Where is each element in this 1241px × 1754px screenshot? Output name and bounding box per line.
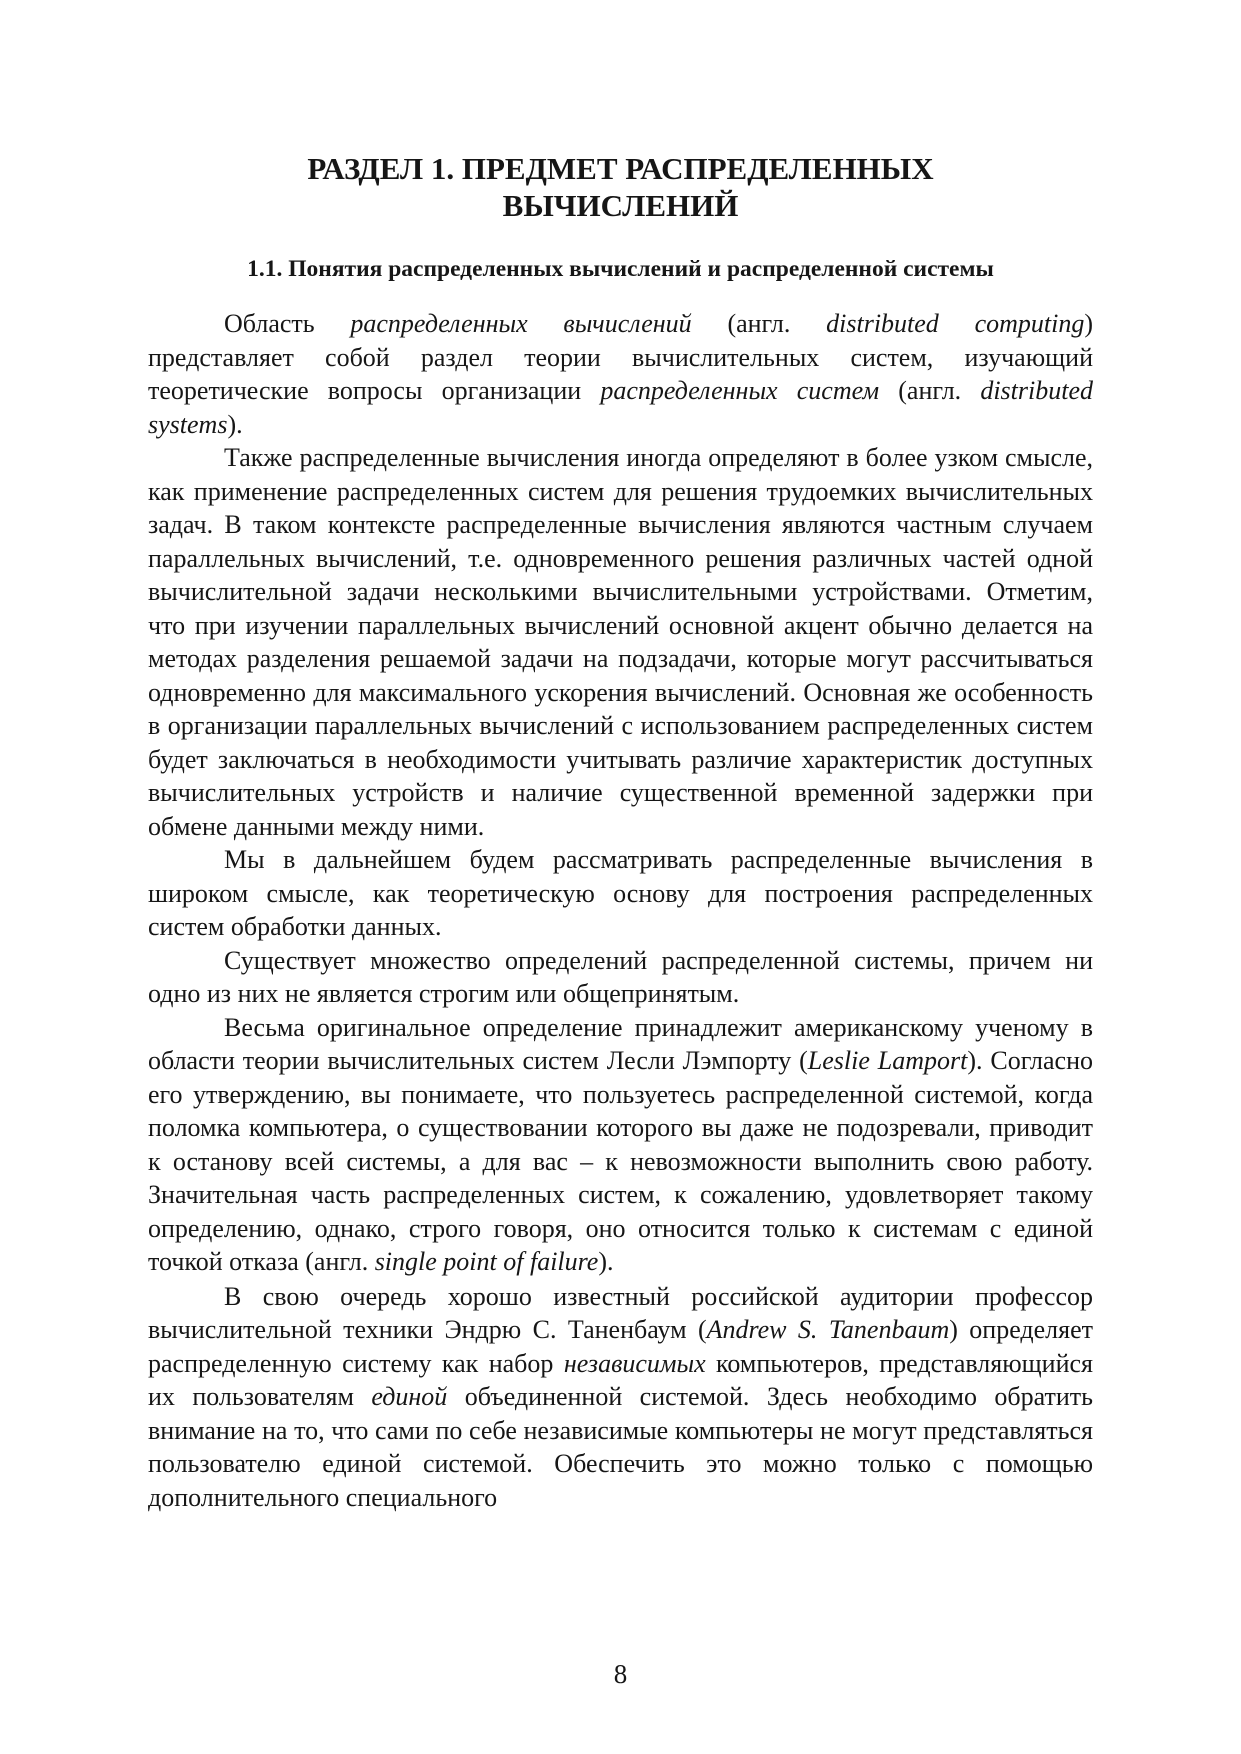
paragraph-1-term-distributed-computing-ru: распределенных вычислений [350,309,692,338]
paragraph-5-name-leslie-lamport: Leslie Lamport [807,1046,968,1075]
paragraph-1-term-distributed-computing-en: distributed computing [826,309,1085,338]
paragraph-1-text-3: ) представляет собой раздел теории вычислительных систем, изучающий теоретические вопросы организации [148,309,1094,405]
chapter-title [148,150,1093,224]
paragraph-6-term-single: единой [371,1382,448,1411]
paragraph-6-term-independent: независимых [563,1348,706,1378]
paragraph-2: Также распределенные вычисления иногда определяют в более узком смысле, как применение распределенных систем для решения трудоемких вычислительных задач. В таком контексте распределенные вычисления являются частным случаем параллельных вычислений, т.е. одновременного решения различных частей одной вычислительной задачи несколькими вычислительными устройствами. Отметим, что при изучении параллельных вычислений основной акцент обычно делается на методах разделения решаемой задачи на подзадачи, которые могут рассчитываться одновременно для максимального ускорения вычислений. Основная же особенность в организации параллельных вычислений с использованием распределенных систем будет заключаться в необходимости учитывать различие характеристик доступных вычислительных устройств и наличие существенной временной задержки при обмене данными между ними. [148,443,1093,841]
paragraph-6-text-3: компьютеров, представляющийся их пользователям [148,1348,1094,1411]
paragraph-1-text-2: (англ. [691,309,827,338]
paragraph-5-text-2: ). Согласно его утверждению, вы понимаете, что пользуетесь распределенной системой, когда поломка компьютера, о существовании которого вы даже не подозревали, приводит к останову всей системы, а для вас – к невозможности выполнить свою работу. Значительная часть распределенных систем, к сожалению, удовлетворяет такому определению, однако, строго говоря, оно относится только к системам с единой точкой отказа (англ. [148,1046,1093,1276]
paragraph-1-text-1: Область [224,309,351,338]
paragraph-6-name-andrew-tanenbaum: Andrew S. Tanenbaum [706,1315,950,1344]
section-title: 1.1. Понятия распределенных вычислений и распределенной системы [247,256,994,282]
paragraph-5 [148,1011,1093,1279]
paragraph-6-text-4: объединенной системой. Здесь необходимо обратить внимание на то, что сами по себе независимые компьютеры не могут представляться пользователю единой системой. Обеспечить это можно только с помощью дополнительного специального [148,1382,1093,1512]
chapter-title-line-1: РАЗДЕЛ 1. ПРЕДМЕТ РАСПРЕДЕЛЕННЫХ [307,151,934,186]
paragraph-6 [148,1280,1093,1515]
paragraph-1-term-distributed-systems-ru: распределенных систем [600,376,880,405]
paragraph-6-text-2: ) определяет распределенную систему как набор [148,1315,1094,1378]
body-text [148,307,1093,1514]
chapter-title-line-2: ВЫЧИСЛЕНИЙ [502,188,739,223]
paragraph-1-term-distributed-systems-en: distributed systems [148,376,1093,439]
paragraph-1-text-4: (англ. [879,376,981,405]
paragraph-5-text-3: ). [598,1247,614,1276]
paragraph-5-term-single-point-of-failure: single point of failure [374,1247,599,1276]
paragraph-1 [148,307,1093,441]
paragraph-6-text-1: В свою очередь хорошо известный российской аудитории профессор вычислительной техники Эндрю С. Таненбаум ( [148,1281,1093,1344]
paragraph-3: Мы в дальнейшем будем рассматривать распределенные вычисления в широком смысле, как теоретическую основу для построения распределенных систем обработки данных. [148,845,1093,941]
paragraph-5-text-1: Весьма оригинальное определение принадлежит американскому ученому в области теории вычислительных систем Лесли Лэмпорту ( [148,1012,1093,1075]
page-number: 8 [613,1659,628,1689]
paragraph-4: Существует множество определений распределенной системы, причем ни одно из них не является строгим или общепринятым. [148,945,1093,1008]
paragraph-1-text-5: ). [227,409,243,439]
